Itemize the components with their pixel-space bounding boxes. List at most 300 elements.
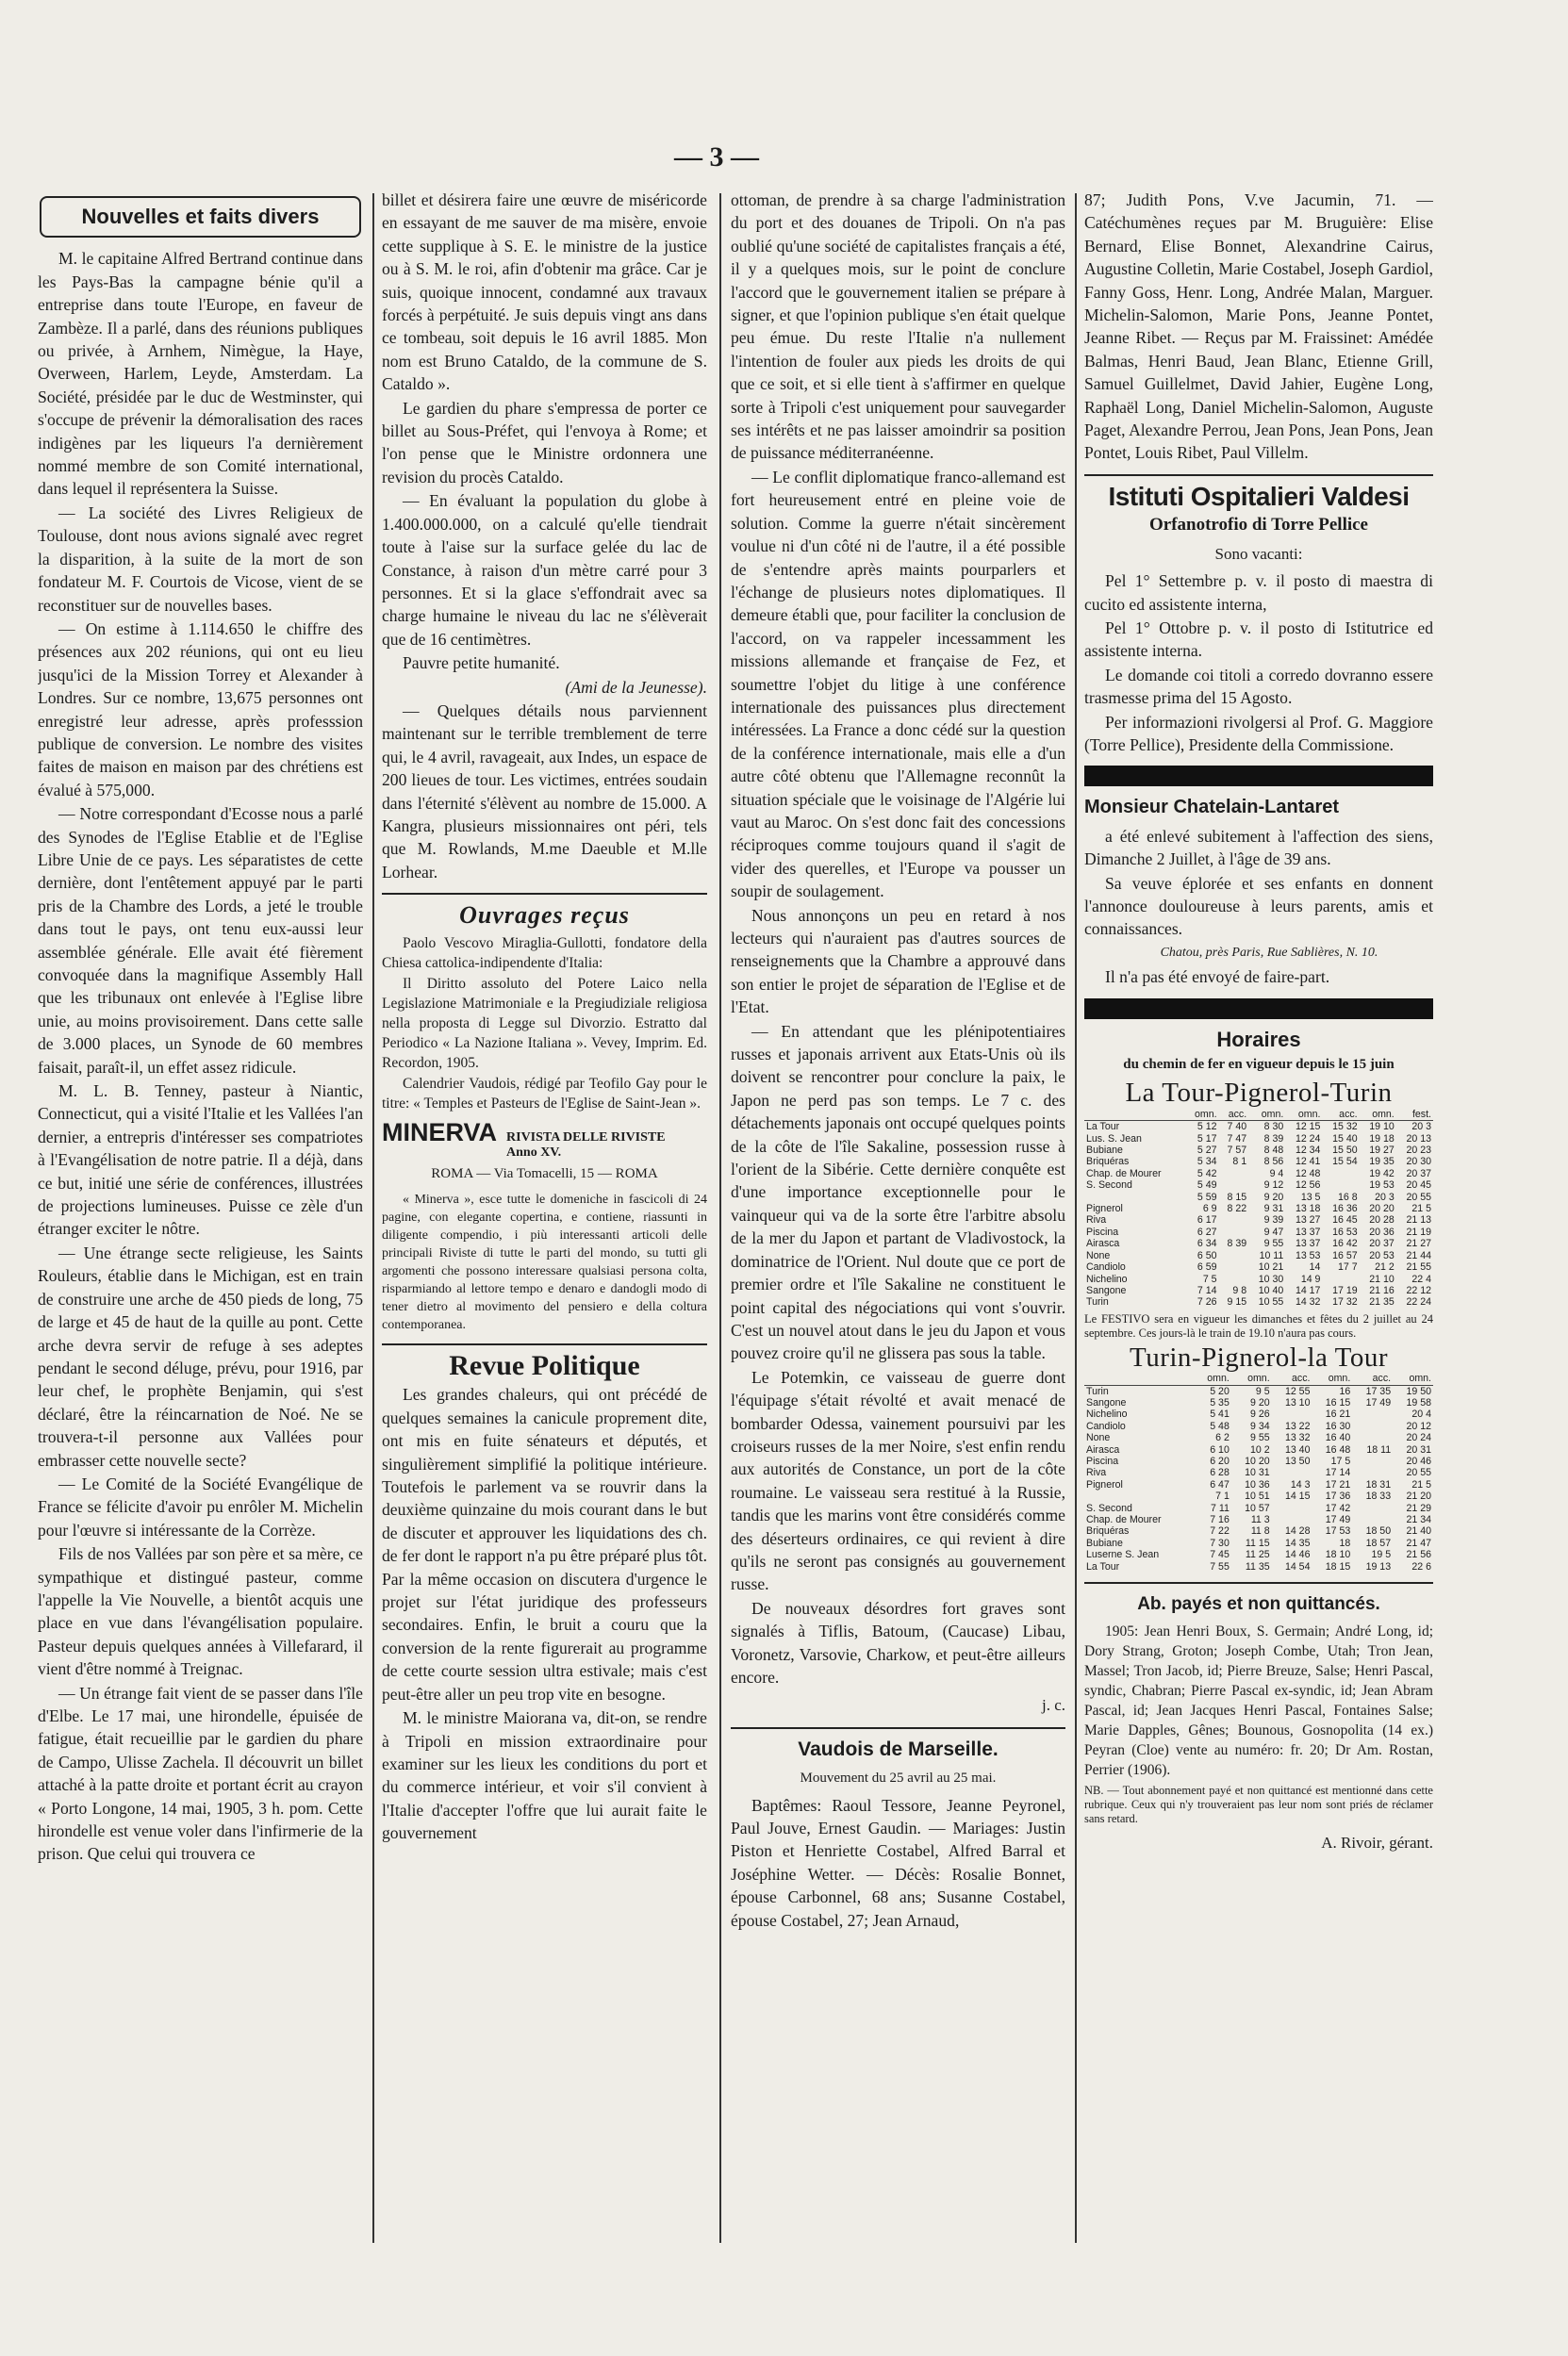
departure-time: 6 17 bbox=[1197, 1214, 1217, 1227]
timetable-row bbox=[1084, 1168, 1433, 1179]
minerva-tagline: RIVISTA DELLE RIVISTE bbox=[506, 1129, 666, 1145]
notice-paragraph: Il n'a pas été envoyé de faire-part. bbox=[1105, 967, 1330, 987]
departure-time: 5 42 bbox=[1197, 1167, 1217, 1179]
departure-time: 19 35 bbox=[1369, 1156, 1395, 1168]
timetable-row bbox=[1084, 1538, 1433, 1549]
timetable-header-cell: acc. bbox=[1352, 1373, 1393, 1385]
article-source: (Ami de la Jeunesse). bbox=[565, 677, 707, 697]
section-heading-vaudois: Vaudois de Marseille. bbox=[798, 1738, 999, 1760]
timetable-1 bbox=[1084, 1109, 1433, 1309]
departure-time: 21 20 bbox=[1406, 1491, 1431, 1503]
column-rule bbox=[372, 193, 374, 2243]
departure-time: 14 17 bbox=[1295, 1284, 1321, 1296]
departure-time: 20 55 bbox=[1406, 1467, 1431, 1479]
article-paragraph: 87; Judith Pons, V.ve Jacumin, 71. — Catéchumènes reçues par M. Bruguière: Elise Bernard, Elise Bonnet, Alexandrine Cairus, Augustine Colletin, Marie Costabel, Joseph Gardiol, Fanny Goss, Henr. Long, Andrée Malan, Marguer. Michelin-Salomon, Marie Pons, Jeanne Pontet, Jeanne Ribet. — Reçus par M. Fraissinet: Amédée Balmas, Henri Baud, Jean Blanc, Etienne Grill, Samuel Guillelmet, David Jahier, Eugène Long, Raphaël Long, Daniel Michelin-Salomon, Auguste Paget, Alexandre Perrou, Jean Pons, Jean Pons, Jean Pontet, Louis Ribet, Paul Villelm. bbox=[1084, 190, 1433, 463]
departure-time: 21 40 bbox=[1406, 1525, 1431, 1538]
departure-time: 13 40 bbox=[1284, 1443, 1311, 1456]
departure-time: 10 55 bbox=[1258, 1296, 1284, 1309]
article-paragraph: — En attendant que les plénipotentiaires russes et japonais arrivent aux Etats-Unis où ils doivent se rencontrer pour conclure la paix, le Japon ne perd pas son temps. Le 7 c. des détachements japonais ont occupé quelques points de la côte de l'île Sakaline, possession russe à l'orient de la Sibérie. Cette dernière conquête est d'une importance exceptionnelle pour le vainqueur qui va de la sorte être l'arbitre absolu de la mer du Japon et partant de Vladivostock, la dominatrice de l'Orient. Nul doute que ce port de premier ordre et l'île Sakaline ne constituent le point capital des négociations qui vont s'ouvrir. C'est un nouvel atout dans le jeu du Japon et vous pouvez croire qu'il ne glissera pas sous la table. bbox=[731, 1021, 1065, 1363]
departure-time: 14 46 bbox=[1284, 1549, 1311, 1561]
article-paragraph: — Notre correspondant d'Ecosse nous a parlé des Synodes de l'Eglise Etablie et de l'Eglise Libre Unie de ce pays. Les séparatistes de cette dernière, dont l'entêtement appuyé par le parti pris de la Chambre des Lords, a jeté le trouble dans tout le pays, ont tenu eux-aussi leur assemblée générale. Elle avait été fièrement convoquée dans la magnifique Assembly Hall que les tribunaux ont enlevée à l'Eglise libre unie, au moins provisoirement. Dans cette salle de 3.000 places, un Synode de 60 membres faisait, paraît-il, un effet assez ridicule. bbox=[38, 804, 363, 1077]
departure-time: 5 48 bbox=[1210, 1420, 1230, 1432]
departure-time: 19 5 bbox=[1371, 1549, 1392, 1561]
departure-time: 12 48 bbox=[1295, 1167, 1321, 1179]
station-name: Candiolo bbox=[1086, 1420, 1126, 1432]
departure-time: 19 53 bbox=[1369, 1179, 1395, 1192]
departure-time bbox=[1352, 1456, 1393, 1467]
departure-time: 21 55 bbox=[1406, 1261, 1431, 1274]
departure-time: 6 2 bbox=[1215, 1432, 1230, 1444]
departure-time bbox=[1219, 1168, 1249, 1179]
departure-time: 18 15 bbox=[1325, 1560, 1351, 1573]
departure-time: 16 36 bbox=[1332, 1203, 1358, 1215]
departure-time: 12 34 bbox=[1295, 1145, 1321, 1157]
departure-time: 16 42 bbox=[1332, 1238, 1358, 1250]
departure-time bbox=[1352, 1409, 1393, 1420]
departure-time: 7 22 bbox=[1210, 1525, 1230, 1538]
article-paragraph: Pauvre petite humanité. bbox=[403, 653, 560, 673]
departure-time: 20 28 bbox=[1369, 1214, 1395, 1227]
station-name: S. Second bbox=[1086, 1502, 1132, 1514]
departure-time bbox=[1272, 1503, 1312, 1514]
departure-time: 12 24 bbox=[1295, 1132, 1321, 1145]
column-1 bbox=[38, 189, 363, 2262]
article-signature: j. c. bbox=[1041, 1696, 1065, 1715]
article-paragraph: M. le ministre Maiorana va, dit-on, se rendre à Tripoli en mission extraordinaire pour examiner sur les lieux les conditions du port et du commerce intérieur, et voir s'il convient à l'Italie d'accepter l'offre que lui aurait faite le gouvernement bbox=[382, 1708, 707, 1843]
minerva-masthead bbox=[382, 1117, 707, 1161]
departure-time: 12 41 bbox=[1295, 1156, 1321, 1168]
timetable-row bbox=[1084, 1133, 1433, 1145]
departure-time: 17 36 bbox=[1325, 1491, 1351, 1503]
departure-time: 16 45 bbox=[1332, 1214, 1358, 1227]
station-name: Nichelino bbox=[1086, 1409, 1128, 1421]
station-name: La Tour bbox=[1086, 1560, 1120, 1573]
departure-time: 21 47 bbox=[1406, 1537, 1431, 1549]
notice-paragraph: Le domande coi titoli a corredo dovranno essere trasmesse prima del 15 Agosto. bbox=[1084, 665, 1433, 708]
departure-time: 21 27 bbox=[1406, 1238, 1431, 1250]
timetable-title-1: La Tour-Pignerol-Turin bbox=[1125, 1078, 1393, 1109]
station-name: Airasca bbox=[1086, 1238, 1120, 1250]
departure-time: 8 1 bbox=[1232, 1156, 1247, 1168]
article-paragraph: M. le capitaine Alfred Bertrand continue dans les Pays-Bas la campagne bénie qu'il a entreprise dans toute l'Europe, en faveur de Zambèze. Il a parlé, dans des réunions publiques ou privée, à Arnhem, Nimègue, la Haye, Overween, Harlem, Leyde, Amsterdam. La Société, présidée par le duc de Westminster, qui s'occupe de prévenir la démoralisation des races indigènes par les liqueurs l'a dernièrement nommé membre de son Comité international, dans lequel il représentera la Suisse. bbox=[38, 249, 363, 499]
timetable-title-2: Turin-Pignerol-la Tour bbox=[1130, 1342, 1388, 1373]
departure-time: 10 40 bbox=[1258, 1284, 1284, 1296]
departure-time: 20 12 bbox=[1406, 1420, 1431, 1432]
timetable-note: Le FESTIVO sera en vigueur les dimanches et fêtes du 2 juillet au 24 septembre. Ces jours-là le train de 19.10 n'aura pas cours. bbox=[1084, 1311, 1433, 1340]
departure-time: 5 34 bbox=[1197, 1156, 1217, 1168]
station-name: Lus. S. Jean bbox=[1086, 1132, 1142, 1145]
departure-time: 10 2 bbox=[1250, 1443, 1270, 1456]
departure-time: 15 50 bbox=[1332, 1145, 1358, 1157]
section-divider bbox=[382, 1343, 707, 1345]
timetable-row bbox=[1084, 1250, 1433, 1261]
departure-time: 9 47 bbox=[1263, 1226, 1284, 1238]
departure-time: 9 4 bbox=[1269, 1167, 1284, 1179]
article-paragraph: Les grandes chaleurs, qui ont précédé de quelques semaines la canicule proprement dite, ont mis en fuite sénateurs et députés, et singulièrement simplifié la politique intérieure. Toutefois le parlement va se rouvrir dans la deuxième quinzaine du mois courant dans le but de discuter et approuver les liquidations des ch. de fer dont le rapport n'a pu être préparé plus tôt. Par la même occasion on discutera d'urgence le projet sur l'état juridique des professeurs secondaires. Enfin, le bruit a couru que la conversion de la rente figurerait au programme de cette courte session ultra estivale; mais c'est peut-être aller un peu trop vite en besogne. bbox=[382, 1385, 707, 1704]
article-paragraph: Fils de nos Vallées par son père et sa mère, ce sympathique et distingué pasteur, comme l'appelle la Vie Nouvelle, a bientôt acquis une place en vue dans l'évangélisation populaire. Pasteur depuis quelques années à Villefarard, il vient d'être nommé à Treignac. bbox=[38, 1544, 363, 1679]
departure-time: 19 18 bbox=[1369, 1132, 1395, 1145]
departure-time: 10 30 bbox=[1258, 1273, 1284, 1285]
departure-time: 14 3 bbox=[1290, 1478, 1311, 1491]
station-name: Pignerol bbox=[1086, 1203, 1123, 1215]
departure-time: 9 26 bbox=[1250, 1409, 1270, 1421]
section-heading-horaires: Horaires bbox=[1216, 1027, 1301, 1051]
departure-time: 14 28 bbox=[1284, 1525, 1311, 1538]
departure-time: 7 1 bbox=[1215, 1491, 1230, 1503]
column-rule bbox=[1075, 193, 1077, 2243]
departure-time: 22 4 bbox=[1411, 1273, 1431, 1285]
departure-time: 13 50 bbox=[1284, 1455, 1311, 1467]
timetable-row bbox=[1084, 1121, 1433, 1133]
departure-time: 10 36 bbox=[1245, 1478, 1270, 1491]
notice-paragraph: a été enlevé subitement à l'affection des siens, Dimanche 2 Juillet, à l'âge de 39 ans. bbox=[1084, 826, 1433, 869]
departure-time: 13 37 bbox=[1295, 1226, 1321, 1238]
article-paragraph: billet et désirera faire une œuvre de miséricorde en essayant de me sauver de ma misère, envoie cette supplique à S. E. le ministre de la justice ou à S. M. le roi, afin d'obtenir ma grâce. Car je suis, quoique innocent, condamné aux travaux forcés à perpétuité. Je suis depuis vingt ans dans ce tombeau, soit depuis le 16 avril 1885. Mon nom est Bruno Cataldo, de la commune de S. Cataldo ». bbox=[382, 190, 707, 394]
departure-time: 20 23 bbox=[1406, 1145, 1431, 1157]
departure-time: 20 36 bbox=[1369, 1226, 1395, 1238]
timetable-row bbox=[1084, 1444, 1433, 1456]
departure-time: 20 4 bbox=[1411, 1409, 1431, 1421]
notice-paragraph: Sa veuve éplorée et ses enfants en donnent l'annonce douloureuse à leurs parents, amis et connaissances. bbox=[1084, 873, 1433, 939]
departure-time: 18 10 bbox=[1325, 1549, 1351, 1561]
istituti-vacanti: Sono vacanti: bbox=[1214, 544, 1303, 563]
station-name: Turin bbox=[1086, 1385, 1109, 1397]
departure-time: 6 28 bbox=[1210, 1467, 1230, 1479]
timetable-row bbox=[1084, 1467, 1433, 1478]
timetable-row bbox=[1084, 1525, 1433, 1537]
article-paragraph: — On estime à 1.114.650 le chiffre des présences aux 202 réunions, qui ont eu lieu jusqu'ici de la Mission Torrey et Alexander à Londres. Sur ce nombre, 13,675 personnes ont enregistré leur adresse, après professsion publique de conversion. Le nombre des visites faites de maison en maison par des chrétiens est évalué à 575,000. bbox=[38, 618, 363, 799]
station-name: S. Second bbox=[1086, 1179, 1132, 1192]
station-name: Chap. de Mourer bbox=[1086, 1167, 1162, 1179]
departure-time: 17 53 bbox=[1325, 1525, 1351, 1538]
timetable-row bbox=[1084, 1514, 1433, 1525]
timetable-header-cell: acc. bbox=[1272, 1373, 1312, 1385]
departure-time: 16 30 bbox=[1325, 1420, 1351, 1432]
departure-time: 20 45 bbox=[1406, 1179, 1431, 1192]
departure-time: 22 12 bbox=[1406, 1284, 1431, 1296]
departure-time: 18 33 bbox=[1365, 1491, 1392, 1503]
gerant-signature: A. Rivoir, gérant. bbox=[1321, 1834, 1433, 1853]
ouvrage-item: Il Diritto assoluto del Potere Laico nella Legislazione Matrimoniale e la Pregiudiziale religiosa nella proposta di Legge sul Divorzio. Estratto dal Periodico « La Nazione Italiana ». Vevey, Imprim. Ed. Recordon, 1905. bbox=[382, 975, 707, 1071]
departure-time: 7 40 bbox=[1227, 1121, 1247, 1133]
departure-time: 20 30 bbox=[1406, 1156, 1431, 1168]
departure-time: 10 21 bbox=[1258, 1261, 1284, 1274]
station-name bbox=[1084, 1491, 1195, 1502]
column-rule bbox=[719, 193, 721, 2243]
timetable-row bbox=[1084, 1203, 1433, 1214]
station-name: Piscina bbox=[1086, 1226, 1119, 1238]
departure-time: 14 15 bbox=[1284, 1491, 1311, 1503]
station-name: Briquéras bbox=[1086, 1156, 1130, 1168]
departure-time: 16 40 bbox=[1325, 1432, 1351, 1444]
departure-time: 7 55 bbox=[1210, 1560, 1230, 1573]
section-divider bbox=[1084, 1582, 1433, 1584]
departure-time: 10 51 bbox=[1245, 1491, 1270, 1503]
departure-time bbox=[1352, 1514, 1393, 1525]
departure-time: 8 48 bbox=[1263, 1145, 1284, 1157]
article-paragraph: — Quelques détails nous parviennent maintenant sur le terrible tremblement de terre qui, le 4 avril, ravageait, aux Indes, un espace de 200 lieues de tour. Les victimes, entrées soudain dans l'éternité s'élèvent au nombre de 15.000. A Kangra, plusieurs missionnaires ont péri, tels que M. Rowlands, M.me Daeuble et M.lle Lorhear. bbox=[382, 700, 707, 881]
departure-time: 14 32 bbox=[1295, 1296, 1321, 1309]
departure-time: 20 53 bbox=[1369, 1249, 1395, 1261]
departure-time: 11 25 bbox=[1245, 1549, 1270, 1561]
departure-time: 9 12 bbox=[1263, 1179, 1284, 1192]
nb-note: NB. — Tout abonnement payé et non quittancé est mentionné dans cette rubrique. Ceux qui n'y trouveraient pas leur nom sont priés de réclamer sans retard. bbox=[1084, 1784, 1433, 1826]
timetable-row bbox=[1084, 1261, 1433, 1273]
article-paragraph: Nous annonçons un peu en retard à nos lecteurs qui n'auraient pas d'autres sources de renseignements que la Chambre a approuvé dans son entier le projet de séparation de l'Eglise et de l'Etat. bbox=[731, 905, 1065, 1017]
departure-time: 17 42 bbox=[1325, 1502, 1351, 1514]
departure-time: 16 48 bbox=[1325, 1443, 1351, 1456]
article-paragraph: Le gardien du phare s'empressa de porter ce billet au Sous-Préfet, qui l'envoya à Rome; et l'on pense que le Ministre ordonnera une revision du procès Cataldo. bbox=[382, 398, 707, 486]
departure-time: 10 11 bbox=[1259, 1249, 1284, 1261]
departure-time: 11 8 bbox=[1250, 1525, 1270, 1538]
departure-time: 5 17 bbox=[1197, 1132, 1217, 1145]
departure-time: 20 3 bbox=[1375, 1191, 1395, 1203]
departure-time: 21 35 bbox=[1369, 1296, 1395, 1309]
article-paragraph: — Un étrange fait vient de se passer dans l'île d'Elbe. Le 17 mai, une hirondelle, épuisée de fatigue, était recueillie par le gardien du phare de Campo, Ulisse Zachela. Il découvrit un billet attaché à la patte droite et portant écrit au crayon « Porto Longone, 14 mai, 1905, 3 h. pom. Cette hirondelle est venue voler dans l'infirmerie de la prison. Que celui qui trouvera ce bbox=[38, 1683, 363, 1864]
station-name: Chap. de Mourer bbox=[1086, 1514, 1162, 1525]
departure-time: 5 27 bbox=[1197, 1145, 1217, 1157]
departure-time: 6 20 bbox=[1210, 1455, 1230, 1467]
timetable-row bbox=[1084, 1238, 1433, 1249]
departure-time: 11 15 bbox=[1245, 1537, 1270, 1549]
departure-time: 5 41 bbox=[1210, 1409, 1230, 1421]
timetable-row bbox=[1084, 1285, 1433, 1296]
departure-time: 21 34 bbox=[1406, 1514, 1431, 1525]
timetable-row bbox=[1084, 1227, 1433, 1238]
notice-paragraph: Pel 1° Ottobre p. v. il posto di Istitutrice ed assistente interna. bbox=[1084, 618, 1433, 661]
station-name: Piscina bbox=[1086, 1455, 1119, 1467]
departure-time: 13 27 bbox=[1295, 1214, 1321, 1227]
departure-time bbox=[1322, 1168, 1359, 1179]
departure-time: 17 49 bbox=[1365, 1396, 1392, 1409]
timetable-header-cell: omn. bbox=[1231, 1373, 1272, 1385]
timetable-row bbox=[1084, 1503, 1433, 1514]
article-paragraph: — La société des Livres Religieux de Toulouse, dont nous avions signalé avec regret la disparition, à la suite de la mort de son fondateur M. F. Courtois de Vicose, vient de se reconstituer sur de nouvelles bases. bbox=[38, 503, 363, 615]
section-divider bbox=[1084, 474, 1433, 476]
departure-time: 5 20 bbox=[1210, 1385, 1230, 1397]
column-2 bbox=[382, 189, 707, 2262]
departure-time: 13 53 bbox=[1295, 1249, 1321, 1261]
timetable-header-cell: omn. bbox=[1285, 1109, 1322, 1121]
section-heading-nouvelles: Nouvelles et faits divers bbox=[40, 196, 361, 238]
departure-time: 12 56 bbox=[1295, 1179, 1321, 1192]
departure-time: 7 57 bbox=[1227, 1145, 1247, 1157]
departure-time: 6 47 bbox=[1210, 1478, 1230, 1491]
timetable-row bbox=[1084, 1432, 1433, 1443]
departure-time: 6 27 bbox=[1197, 1226, 1217, 1238]
departure-time: 18 57 bbox=[1365, 1537, 1392, 1549]
departure-time: 11 35 bbox=[1245, 1560, 1270, 1573]
departure-time: 16 21 bbox=[1325, 1409, 1351, 1421]
timetable-row bbox=[1084, 1214, 1433, 1226]
timetable-row bbox=[1084, 1421, 1433, 1432]
departure-time bbox=[1322, 1179, 1359, 1191]
departure-time: 21 5 bbox=[1411, 1203, 1431, 1215]
timetable-row bbox=[1084, 1179, 1433, 1191]
article-paragraph: M. L. B. Tenney, pasteur à Niantic, Connecticut, qui a visité l'Italie et les Vallées l'an dernier, a entrepris d'intéresser ses compatriotes à l'Evangélisation de notre patrie. Il a déjà, dans ce but, initié une série de conférences, illustrées de projections lumineuses. Puisse ce zèle d'un étranger exciter le nôtre. bbox=[38, 1081, 363, 1239]
departure-time: 10 57 bbox=[1245, 1502, 1270, 1514]
departure-time: 14 9 bbox=[1300, 1273, 1321, 1285]
departure-time: 20 37 bbox=[1406, 1167, 1431, 1179]
timetable-row bbox=[1084, 1561, 1433, 1573]
departure-time: 22 6 bbox=[1411, 1560, 1431, 1573]
departure-time bbox=[1219, 1274, 1249, 1285]
departure-time: 8 30 bbox=[1263, 1121, 1284, 1133]
departure-time: 7 26 bbox=[1197, 1296, 1217, 1309]
minerva-title: MINERVA bbox=[382, 1117, 498, 1146]
departure-time: 19 58 bbox=[1406, 1396, 1431, 1409]
departure-time: 16 bbox=[1339, 1385, 1351, 1397]
departure-time: 7 47 bbox=[1227, 1132, 1247, 1145]
vaudois-period: Mouvement du 25 avril au 25 mai. bbox=[800, 1771, 997, 1787]
black-divider bbox=[1084, 998, 1433, 1019]
timetable-row bbox=[1084, 1479, 1433, 1491]
notice-paragraph: Pel 1° Settembre p. v. il posto di maestra di cucito ed assistente interna, bbox=[1084, 571, 1433, 614]
timetable-row bbox=[1084, 1145, 1433, 1156]
section-heading-payes: Ab. payés et non quittancés. bbox=[1137, 1594, 1380, 1615]
station-name: Airasca bbox=[1086, 1443, 1120, 1456]
departure-time: 9 8 bbox=[1232, 1284, 1247, 1296]
timetable-2 bbox=[1084, 1373, 1433, 1573]
departure-time: 8 39 bbox=[1263, 1132, 1284, 1145]
departure-time: 13 37 bbox=[1295, 1238, 1321, 1250]
departure-time: 9 39 bbox=[1263, 1214, 1284, 1227]
departure-time: 12 15 bbox=[1295, 1121, 1321, 1133]
departure-time: 9 20 bbox=[1250, 1396, 1270, 1409]
departure-time: 21 5 bbox=[1411, 1478, 1431, 1491]
departure-time: 22 24 bbox=[1406, 1296, 1431, 1309]
article-paragraph: — Le conflit diplomatique franco-allemand est fort heureusement entré en pleine voie de solution. Comme la guerre n'était sincèrement voulue ni d'un côté ni de l'autre, il a été possible de s'entendre après maints pourparlers et l'échange de plusieurs notes diplomatiques. Il demeure établi que, pour faciliter la conclusion de l'accord, on va rappeler incessamment les missions allemande et française de Fez, et soumettre l'objet du litige à une conférence internationale des puissances plus directement intéressées. La France a donc cédé sur la question de la conférence internationale, mais elle a d'un autre côté obtenu que l'Allemagne reconnût la situation spéciale que le voisinage de l'Algérie lui vaut au Maroc. On s'est donc fait des concessions réciproques comme toujours quand il s'agit de vider des querelles, et l'Europe va pousser un soupir de soulagement. bbox=[731, 467, 1065, 901]
departure-time bbox=[1219, 1250, 1249, 1261]
departure-time: 6 50 bbox=[1197, 1249, 1217, 1261]
departure-time: 8 22 bbox=[1227, 1203, 1247, 1215]
departure-time: 15 32 bbox=[1332, 1121, 1358, 1133]
departure-time: 21 29 bbox=[1406, 1502, 1431, 1514]
article-paragraph: — En évaluant la population du globe à 1.400.000.000, on a calculé qu'elle tiendrait toute à l'aise sur la surface gelée du lac de Constance, à raison d'un mètre carré pour 3 personnes. Et si la glace s'effondrait avec sa charge humaine le niveau du lac ne s'élèverait que de 16 centimètres. bbox=[382, 491, 707, 649]
departure-time bbox=[1219, 1179, 1249, 1191]
departure-time: 16 53 bbox=[1332, 1226, 1358, 1238]
departure-time: 8 15 bbox=[1227, 1191, 1247, 1203]
timetable-header-cell: omn. bbox=[1312, 1373, 1352, 1385]
departure-time: 8 56 bbox=[1263, 1156, 1284, 1168]
departure-time: 17 19 bbox=[1332, 1284, 1358, 1296]
departure-time bbox=[1272, 1409, 1312, 1420]
departure-time: 18 11 bbox=[1366, 1443, 1392, 1456]
departure-time: 21 16 bbox=[1369, 1284, 1395, 1296]
departure-time: 20 55 bbox=[1406, 1191, 1431, 1203]
station-name: None bbox=[1086, 1249, 1111, 1261]
departure-time: 10 31 bbox=[1245, 1467, 1270, 1479]
departure-time: 5 35 bbox=[1210, 1396, 1230, 1409]
departure-time: 21 44 bbox=[1406, 1249, 1431, 1261]
timetable-header-cell bbox=[1084, 1109, 1185, 1121]
station-name: Bubiane bbox=[1086, 1537, 1123, 1549]
departure-time: 7 30 bbox=[1210, 1537, 1230, 1549]
article-paragraph: — Une étrange secte religieuse, les Saints Rouleurs, établie dans le Michigan, est en train de construire une arche de 450 pieds de long, 75 de large et 45 de haut de la quille au pont. Cette arche devra servir de refuge à ses adeptes pendant le second déluge, prévu, pour 1916, par leur chef, le prophète Benjamin, qui s'est déclaré, être la réincarnation de Noé. Ne se trouvera-t-il personne aux Vallées pour embrasser cette nouvelle secte? bbox=[38, 1243, 363, 1470]
departure-time: 14 54 bbox=[1284, 1560, 1311, 1573]
departure-time: 13 18 bbox=[1295, 1203, 1321, 1215]
departure-time: 20 20 bbox=[1369, 1203, 1395, 1215]
section-heading-deces: Monsieur Chatelain-Lantaret bbox=[1084, 797, 1340, 818]
station-name bbox=[1084, 1192, 1185, 1203]
departure-time: 19 13 bbox=[1365, 1560, 1392, 1573]
departure-time: 20 46 bbox=[1406, 1455, 1431, 1467]
timetable-row bbox=[1084, 1296, 1433, 1308]
timetable-header-cell: omn. bbox=[1360, 1109, 1396, 1121]
departure-time: 6 59 bbox=[1197, 1261, 1217, 1274]
timetable-row bbox=[1084, 1409, 1433, 1420]
departure-time: 10 20 bbox=[1245, 1455, 1270, 1467]
departure-time: 13 10 bbox=[1284, 1396, 1311, 1409]
station-name: Candiolo bbox=[1086, 1261, 1126, 1274]
timetable-header-cell: acc. bbox=[1219, 1109, 1249, 1121]
article-paragraph: ottoman, de prendre à sa charge l'administration du port et des douanes de Tripoli. On n'a pas oublié qu'une société de capitalistes français a été, il y a quelques mois, sur le point de conclure l'accord que le gouvernement italien se prépare à signer, et que l'opinion publique s'en était quelque peu émue. Du reste l'Italie n'a nullement l'intention de fouler aux pieds les droits de qui que ce soit, et si elle tient à s'affirmer en quelque sorte à Tripoli c'est uniquement pour sauvegarder ses intérêts et ne pas laisser amoindrir sa position de puissance méditerranéenne. bbox=[731, 190, 1065, 463]
departure-time: 9 34 bbox=[1250, 1420, 1270, 1432]
departure-time: 17 14 bbox=[1325, 1467, 1351, 1479]
station-name: Nichelino bbox=[1086, 1273, 1128, 1285]
departure-time: 13 22 bbox=[1284, 1420, 1311, 1432]
departure-time: 6 10 bbox=[1210, 1443, 1230, 1456]
departure-time bbox=[1272, 1467, 1312, 1478]
station-name: Luserne S. Jean bbox=[1086, 1549, 1160, 1561]
station-name: Sangone bbox=[1086, 1284, 1127, 1296]
departure-time: 16 57 bbox=[1332, 1249, 1358, 1261]
timetable-row bbox=[1084, 1491, 1433, 1502]
departure-time: 21 13 bbox=[1406, 1214, 1431, 1227]
notice-paragraph: Per informazioni rivolgersi al Prof. G. Maggiore (Torre Pellice), Presidente della Commissione. bbox=[1084, 712, 1433, 754]
departure-time: 16 15 bbox=[1325, 1396, 1351, 1409]
departure-time: 17 49 bbox=[1325, 1514, 1351, 1525]
departure-time: 8 39 bbox=[1227, 1238, 1247, 1250]
timetable-row bbox=[1084, 1397, 1433, 1409]
minerva-description: « Minerva », esce tutte le domeniche in fascicoli di 24 pagine, con elegante copertina, e contiene, riassunti in diligente compendio, i più interessanti articoli delle principali Riviste di tutte le parti del mondo, su tutti gli argomenti che possono interessare qualsiasi persona colta, risparmiando al lettore tempo e denaro e dandogli modo di tener dietro al movimento del pensiero e della coltura contemporanea. bbox=[382, 1193, 707, 1332]
departure-time bbox=[1219, 1227, 1249, 1238]
timetable-header-cell: omn. bbox=[1195, 1373, 1231, 1385]
station-name: Riva bbox=[1086, 1467, 1107, 1479]
departure-time: 15 54 bbox=[1332, 1156, 1358, 1168]
departure-time: 20 13 bbox=[1406, 1132, 1431, 1145]
station-name: La Tour bbox=[1086, 1121, 1120, 1133]
departure-time: 5 59 bbox=[1197, 1191, 1217, 1203]
departure-time: 18 50 bbox=[1365, 1525, 1392, 1538]
departure-time bbox=[1352, 1432, 1393, 1443]
departure-time: 12 55 bbox=[1284, 1385, 1311, 1397]
departure-time: 18 31 bbox=[1365, 1478, 1392, 1491]
departure-time: 21 19 bbox=[1406, 1226, 1431, 1238]
timetable-row bbox=[1084, 1456, 1433, 1467]
departure-time: 11 3 bbox=[1250, 1514, 1270, 1525]
departure-time: 6 34 bbox=[1197, 1238, 1217, 1250]
departure-time: 9 15 bbox=[1227, 1296, 1247, 1309]
departure-time: 19 50 bbox=[1406, 1385, 1431, 1397]
section-divider bbox=[731, 1727, 1065, 1729]
section-divider bbox=[382, 893, 707, 895]
horaires-subheading: du chemin de fer en vigueur depuis le 15 juin bbox=[1123, 1057, 1395, 1072]
departure-time: 14 bbox=[1309, 1261, 1321, 1274]
timetable-header-cell: omn. bbox=[1185, 1109, 1218, 1121]
station-name: None bbox=[1086, 1432, 1111, 1444]
departure-time: 17 5 bbox=[1330, 1455, 1351, 1467]
departure-time: 19 10 bbox=[1369, 1121, 1395, 1133]
departure-time: 9 31 bbox=[1263, 1203, 1284, 1215]
station-name: Sangone bbox=[1086, 1396, 1127, 1409]
station-name: Bubiane bbox=[1086, 1145, 1123, 1157]
departure-time: 20 24 bbox=[1406, 1432, 1431, 1444]
departure-time bbox=[1322, 1274, 1359, 1285]
timetable-header-cell: omn. bbox=[1248, 1109, 1285, 1121]
departure-time: 5 12 bbox=[1197, 1121, 1217, 1133]
departure-time bbox=[1352, 1467, 1393, 1478]
